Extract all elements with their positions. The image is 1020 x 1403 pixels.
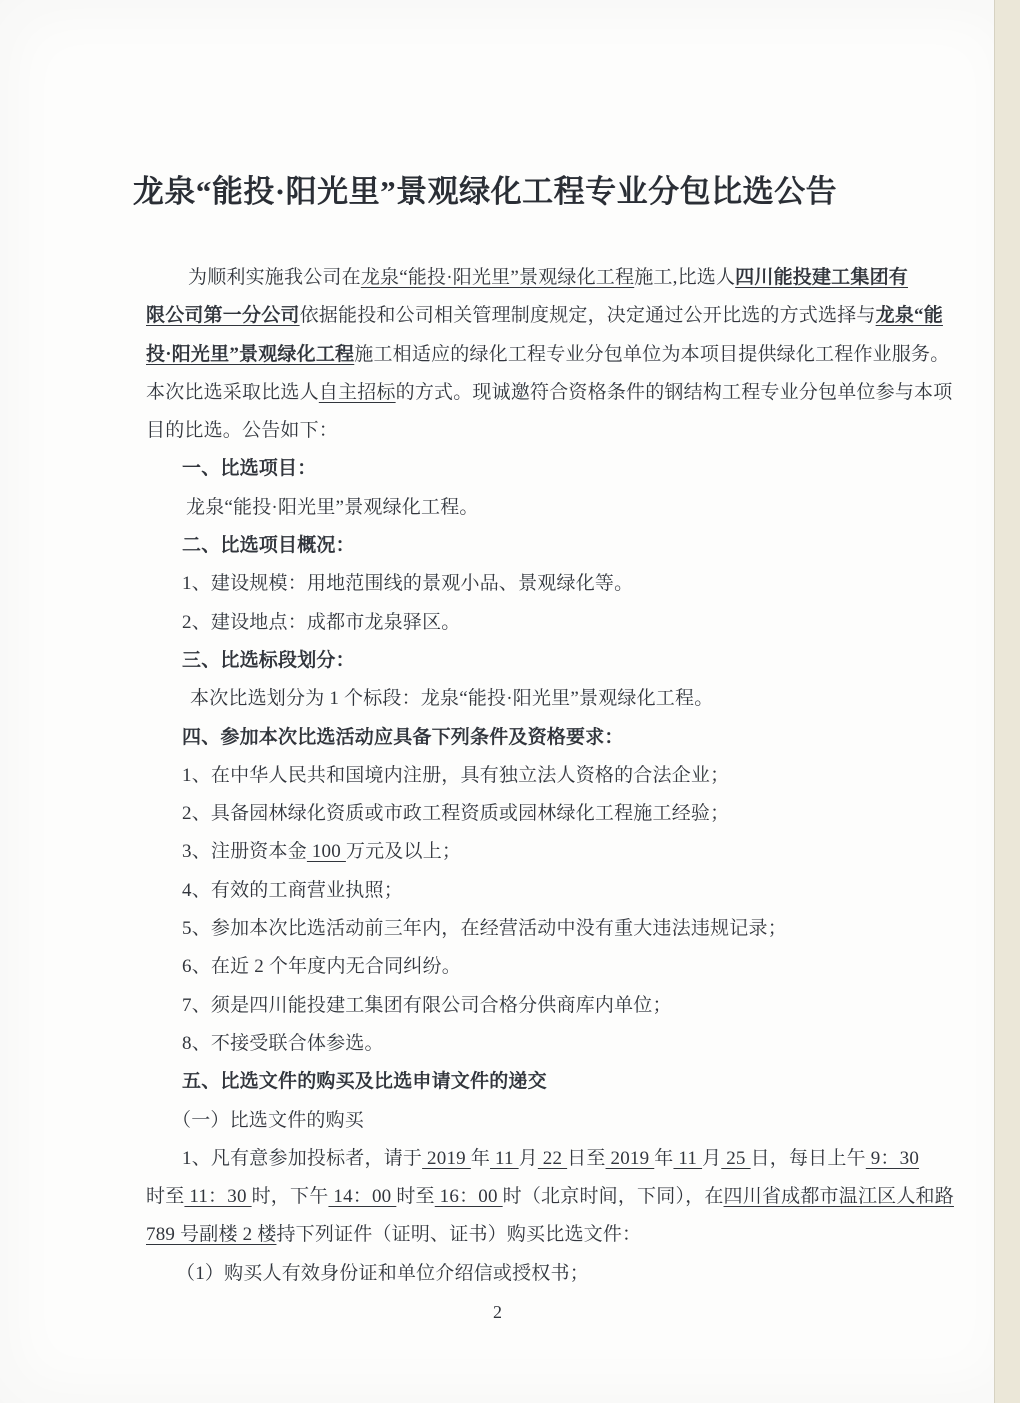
text-segment: （一）比选文件的购买	[172, 1109, 365, 1131]
text-segment: 依据能投和公司相关管理制度规定，决定通过公开比选的方式选择与	[299, 305, 876, 327]
intro-line-4	[146, 374, 953, 412]
intro-line-3	[146, 336, 950, 374]
text-segment: 22	[537, 1147, 568, 1169]
qualification-item-7	[146, 987, 908, 1025]
text-segment: 施工,比选人	[634, 267, 736, 288]
qualification-item-2	[146, 795, 908, 833]
text-segment: （1）购买人有效身份证和单位介绍信或授权书；	[176, 1262, 589, 1284]
text-segment: 年	[654, 1147, 674, 1169]
text-segment: 三、比选标段划分：	[182, 649, 355, 671]
qualification-item-8	[146, 1025, 908, 1063]
qualification-item-4	[146, 872, 908, 910]
text-segment: 5、参加本次比选活动前三年内，在经营活动中没有重大违法违规记录；	[182, 918, 787, 940]
text-segment: 3、注册资本金	[182, 841, 307, 863]
text-segment: 月	[518, 1147, 538, 1169]
text-segment: 2019	[605, 1147, 655, 1169]
text-segment: 日，每日上午	[750, 1147, 866, 1169]
text-segment: 龙泉“能	[875, 305, 943, 327]
section-2-heading	[146, 527, 908, 565]
intro-line-1	[146, 259, 908, 297]
text-segment: 年	[470, 1147, 491, 1169]
section-4-heading	[146, 719, 908, 757]
lot-division-line	[146, 680, 908, 718]
text-segment: 4、有效的工商营业执照；	[182, 879, 403, 901]
purchase-line-2	[146, 1178, 954, 1216]
text-segment: 时至	[146, 1186, 185, 1208]
text-segment: 1、在中华人民共和国境内注册，具有独立法人资格的合法企业；	[182, 764, 730, 786]
purchase-line-1	[146, 1140, 920, 1178]
text-segment: 一、比选项目：	[182, 458, 317, 480]
overview-item-scale	[146, 565, 908, 603]
qualification-item-3	[146, 833, 908, 871]
document-body	[146, 259, 954, 1293]
text-segment: 1、建设规模：用地范围线的景观小品、景观绿化等。	[182, 573, 634, 595]
text-segment: 龙泉“能投·阳光里”景观绿化工程。	[186, 496, 479, 518]
scan-edge-strip	[994, 0, 1020, 1403]
text-segment: 五、比选文件的购买及比选申请文件的递交	[182, 1071, 547, 1093]
text-segment: 14：00	[328, 1186, 397, 1208]
text-segment: 自主招标	[318, 381, 396, 403]
text-segment: 2、具备园林绿化资质或市政工程资质或园林绿化工程施工经验；	[182, 803, 730, 825]
project-name-line	[146, 489, 908, 527]
section-3-heading	[146, 642, 908, 680]
text-segment: 月	[702, 1147, 722, 1169]
text-segment: 25	[721, 1147, 751, 1169]
section-1-heading	[146, 450, 908, 488]
text-segment: 时至	[396, 1186, 435, 1208]
text-segment: 施工相适应的绿化工程专业分包单位为本项目提供绿化工程作业服务。	[354, 343, 950, 365]
text-segment: 为顺利实施我公司在	[188, 267, 361, 288]
text-segment: 789 号副楼 2 楼	[146, 1224, 277, 1246]
text-segment: 四川能投建工集团有	[735, 267, 908, 288]
text-segment: 目的比选。公告如下：	[146, 420, 339, 442]
text-segment: 11	[673, 1147, 703, 1169]
text-segment: 日至	[567, 1147, 606, 1169]
qualification-item-1	[146, 757, 908, 795]
qualification-item-6	[146, 948, 908, 986]
text-segment: 本次比选划分为 1 个标段：龙泉“能投·阳光里”景观绿化工程。	[190, 688, 714, 710]
text-segment: 时（北京时间，下同），在	[502, 1186, 724, 1208]
text-segment: 持下列证件（证明、证书）购买比选文件：	[276, 1224, 642, 1246]
text-segment: 二、比选项目概况：	[182, 535, 355, 557]
text-segment: 四、参加本次比选活动应具备下列条件及资格要求：	[182, 726, 624, 748]
text-segment: 1、凡有意参加投标者，请于	[182, 1147, 423, 1169]
document-title: 龙泉“能投·阳光里”景观绿化工程专业分包比选公告	[132, 174, 838, 209]
text-segment: 9：30	[865, 1147, 920, 1169]
purchase-line-3	[146, 1216, 908, 1254]
subsection-1-heading	[146, 1102, 908, 1140]
certificate-item-1	[146, 1255, 908, 1293]
text-segment: 的方式。现诚邀符合资格条件的钢结构工程专业分包单位参与本项	[395, 381, 953, 403]
text-segment: 16：00	[434, 1186, 503, 1208]
text-segment: 8、不接受联合体参选。	[182, 1032, 384, 1054]
text-segment: 2、建设地点：成都市龙泉驿区。	[182, 611, 461, 633]
text-segment: 7、须是四川能投建工集团有限公司合格分供商库内单位；	[182, 994, 672, 1016]
text-segment: 100	[306, 841, 346, 863]
intro-line-5	[146, 412, 908, 450]
text-segment: 11：30	[184, 1186, 252, 1208]
text-segment: 本次比选采取比选人	[146, 381, 319, 403]
text-segment: 四川省成都市温江区人和路	[723, 1186, 954, 1208]
text-segment: 投·阳光里”景观绿化工程	[146, 343, 355, 365]
text-segment: 时，下午	[251, 1186, 329, 1208]
overview-item-location	[146, 604, 908, 642]
qualification-item-5	[146, 910, 908, 948]
section-5-heading	[146, 1063, 908, 1101]
page-number: 2	[493, 1302, 502, 1322]
text-segment: 限公司第一分公司	[146, 305, 300, 327]
text-segment: 2019	[422, 1147, 471, 1169]
text-segment: 万元及以上；	[345, 841, 462, 863]
text-segment: 11	[490, 1147, 519, 1169]
text-segment: 龙泉“能投·阳光里”景观绿化工程	[360, 267, 635, 288]
intro-line-2	[146, 297, 943, 335]
text-segment: 6、在近 2 个年度内无合同纠纷。	[182, 956, 461, 978]
